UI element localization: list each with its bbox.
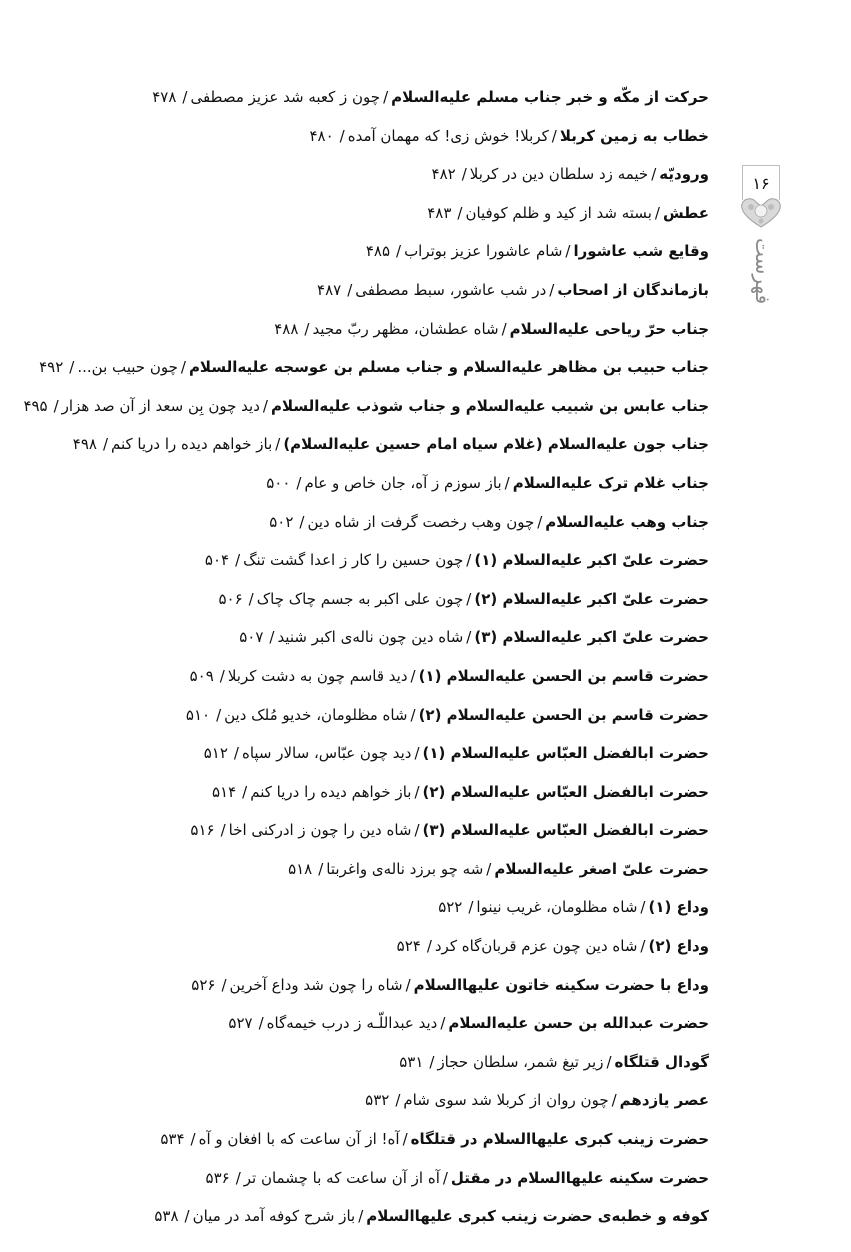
toc-entry-page: ۴۹۲ (39, 358, 64, 377)
separator: / (549, 280, 555, 299)
separator: / (606, 1052, 612, 1071)
toc-entry-page: ۵۳۲ (365, 1091, 390, 1110)
toc-entry (109, 545, 709, 584)
separator: / (395, 1091, 401, 1110)
toc-entry (109, 1085, 709, 1124)
separator: / (318, 859, 324, 878)
table-of-contents (23, 82, 709, 1240)
toc-entry-subtitle: شاه عطشان، مظهر ربّ مجید (312, 319, 499, 338)
separator: / (440, 1014, 446, 1033)
toc-entry-title: جناب عابس بن شبیب علیه‌السلام و جناب شوذب علیه‌السلام (270, 396, 709, 415)
separator: / (442, 1168, 448, 1187)
separator: / (414, 782, 420, 801)
toc-entry-title: حضرت علیّ اکبر علیه‌السلام (۱) (474, 551, 709, 570)
separator: / (248, 589, 254, 608)
toc-entry-subtitle: باز سوزم ز آه، جان خاص و عام (304, 473, 502, 492)
toc-entry-subtitle: شه چو برزد ناله‌ی واغربتا (326, 859, 484, 878)
toc-entry (109, 854, 709, 893)
toc-entry-title: گودال قتلگاه (614, 1052, 709, 1071)
separator: / (654, 203, 660, 222)
separator: / (414, 821, 420, 840)
toc-entry-subtitle: شاه دین چون عزم قربان‌گاه کرد (434, 937, 638, 956)
separator: / (504, 473, 510, 492)
toc-entry-subtitle: چون حسین را کار ز اعدا گشت تنگ (243, 551, 464, 570)
toc-entry (109, 700, 709, 739)
toc-entry-title: حضرت قاسم بن الحسن علیه‌السلام (۱) (418, 666, 709, 685)
toc-entry-page: ۴۸۷ (317, 280, 342, 299)
toc-entry-page: ۵۰۶ (218, 589, 243, 608)
separator: / (640, 937, 646, 956)
toc-entry (72, 429, 709, 468)
toc-entry-subtitle: در شب عاشور، سبط مصطفی (355, 280, 547, 299)
separator: / (468, 898, 474, 917)
separator: / (402, 1130, 408, 1149)
toc-entry-page: ۴۹۵ (23, 396, 48, 415)
toc-entry-title: بازماندگان از اصحاب (557, 280, 709, 299)
toc-entry-title: ورودیّه (659, 165, 709, 184)
separator: / (220, 821, 226, 840)
separator: / (414, 744, 420, 763)
toc-entry-subtitle: کربلا! خوش زی! که مهمان آمده (347, 126, 549, 145)
toc-entry-title: جناب وهب علیه‌السلام (545, 512, 709, 531)
separator: / (466, 628, 472, 647)
separator: / (299, 512, 305, 531)
toc-entry-subtitle: دید عبداللّـه ز درب خیمه‌گاه (266, 1014, 438, 1033)
toc-entry-page: ۵۰۲ (269, 512, 294, 531)
toc-entry (109, 931, 709, 970)
toc-entry-page: ۵۳۴ (160, 1130, 185, 1149)
toc-entry-title: جناب غلام ترک علیه‌السلام (512, 473, 709, 492)
toc-entry (109, 970, 709, 1009)
toc-entry-page: ۴۸۲ (431, 165, 456, 184)
separator: / (216, 705, 222, 724)
toc-entry-title: حضرت عبدالله بن حسن علیه‌السلام (448, 1014, 709, 1033)
toc-entry-page: ۴۸۸ (274, 319, 299, 338)
separator: / (358, 1207, 364, 1226)
toc-entry (109, 815, 709, 854)
separator: / (405, 975, 411, 994)
toc-entry-title: جناب حرّ ریاحی علیه‌السلام (509, 319, 709, 338)
separator: / (269, 628, 275, 647)
toc-entry-title: عطش (662, 203, 709, 222)
toc-entry-page: ۵۰۹ (189, 666, 214, 685)
toc-entry (109, 622, 709, 661)
separator: / (258, 1014, 264, 1033)
toc-entry-page: ۵۰۴ (204, 551, 230, 570)
toc-entry-title: جناب جون علیه‌السلام (غلام سیاه امام حسین علیه‌السلام) (283, 435, 709, 454)
toc-entry-subtitle: شاه مظلومان، غریب نینوا (476, 898, 638, 917)
toc-entry-subtitle: بسته شد از کید و ظلم کوفیان (465, 203, 652, 222)
section-label: فهرست (751, 237, 775, 305)
toc-entry-title: حضرت ابالفضل العبّاس علیه‌السلام (۱) (422, 744, 709, 763)
separator: / (221, 975, 227, 994)
separator: / (640, 898, 646, 917)
toc-entry (109, 1124, 709, 1163)
toc-entry (109, 738, 709, 777)
toc-entry (109, 159, 709, 198)
toc-entry-title: وداع (۲) (648, 937, 709, 956)
separator: / (296, 473, 302, 492)
toc-entry (109, 121, 709, 160)
toc-entry-title: وقایع شب عاشورا (573, 242, 709, 261)
toc-entry (109, 314, 709, 353)
toc-entry-page: ۵۱۸ (288, 859, 313, 878)
separator: / (190, 1130, 196, 1149)
toc-entry (109, 507, 709, 546)
toc-entry-page: ۵۲۷ (228, 1014, 253, 1033)
toc-entry-page: ۵۲۶ (191, 975, 216, 994)
toc-entry-page: ۵۳۸ (154, 1207, 179, 1226)
separator: / (219, 666, 225, 685)
separator: / (383, 88, 389, 106)
toc-entry-page: ۵۳۱ (399, 1052, 424, 1071)
separator: / (466, 551, 472, 570)
separator: / (501, 319, 507, 338)
toc-entry (109, 275, 709, 314)
toc-entry-subtitle: آه از آن ساعت که با چشمان تر (243, 1168, 440, 1187)
separator: / (461, 165, 467, 184)
toc-entry (109, 1163, 709, 1202)
separator: / (180, 358, 186, 377)
separator: / (651, 165, 657, 184)
separator: / (275, 435, 281, 454)
toc-entry (109, 1201, 709, 1240)
toc-entry-page: ۵۱۶ (190, 821, 215, 840)
toc-entry-subtitle: شاه دین را چون ز ادرکنی اخا (228, 821, 412, 840)
separator: / (233, 744, 239, 763)
toc-entry-title: وداع (۱) (648, 898, 709, 917)
page-number: ۱۶ (752, 173, 770, 193)
toc-entry-page: ۴۹۸ (72, 435, 97, 454)
toc-entry-subtitle: شاه را چون شد وداع آخرین (229, 975, 403, 994)
toc-entry-title: حضرت ابالفضل العبّاس علیه‌السلام (۲) (422, 782, 709, 801)
toc-entry (23, 391, 709, 430)
separator: / (410, 705, 416, 724)
toc-entry-title: حضرت سکینه علیهاالسلام در مقتل (450, 1168, 709, 1187)
separator: / (551, 126, 557, 145)
separator: / (102, 435, 109, 454)
toc-entry (109, 1047, 709, 1086)
toc-entry-title: حضرت ابالفضل العبّاس علیه‌السلام (۳) (422, 821, 709, 840)
toc-entry-subtitle: شاه دین چون ناله‌ی اکبر شنید (277, 628, 464, 647)
toc-entry-page: ۴۷۸ (152, 88, 177, 106)
toc-entry (109, 777, 709, 816)
toc-entry-title: خطاب به زمین کربلا (559, 126, 709, 145)
separator: / (53, 396, 59, 415)
toc-entry-page: ۵۱۰ (185, 705, 211, 724)
toc-entry-subtitle: چون وهب رخصت گرفت از شاه دین (307, 512, 535, 531)
toc-entry-subtitle: چون علی اکبر به جسم چاک چاک (256, 589, 464, 608)
toc-entry-subtitle: دید چون عبّاس، سالار سپاه (241, 744, 412, 763)
separator: / (262, 396, 268, 415)
toc-entry-page: ۴۸۵ (365, 242, 390, 261)
toc-entry-title: حضرت علیّ اکبر علیه‌السلام (۳) (474, 628, 709, 647)
toc-entry-title: حضرت علیّ اکبر علیه‌السلام (۲) (474, 589, 709, 608)
toc-entry-page: ۴۸۰ (309, 126, 334, 145)
floral-ornament-icon (738, 195, 784, 229)
separator: / (457, 203, 463, 222)
separator: / (611, 1091, 617, 1110)
toc-entry-subtitle: آه! از آن ساعت که با افغان و آه (198, 1130, 400, 1149)
separator: / (235, 551, 241, 570)
toc-entry-page: ۵۳۶ (205, 1168, 230, 1187)
separator: / (242, 782, 248, 801)
toc-entry-subtitle: چون حبیب بن... (77, 358, 178, 377)
separator: / (466, 589, 472, 608)
toc-entry-subtitle: چون روان از کربلا شد سوی شام (403, 1091, 609, 1110)
toc-entry (109, 661, 709, 700)
separator: / (426, 937, 432, 956)
toc-entry-title: وداع با حضرت سکینه خاتون علیهاالسلام (413, 975, 709, 994)
separator: / (339, 126, 345, 145)
toc-entry-title: حضرت علیّ اصغر علیه‌السلام (494, 859, 709, 878)
separator: / (182, 88, 188, 106)
toc-entry-subtitle: باز شرح کوفه آمد در میان (192, 1207, 356, 1226)
separator: / (69, 358, 75, 377)
separator: / (396, 242, 402, 261)
toc-entry-subtitle: باز خواهم دیده را دریا کنم (250, 782, 412, 801)
toc-entry-title: حرکت از مکّه و خبر جناب مسلم علیه‌السلام (391, 88, 709, 106)
toc-entry-subtitle: باز خواهم دیده را دریا کنم (111, 435, 273, 454)
toc-entry-page: ۵۱۴ (212, 782, 237, 801)
toc-entry-subtitle: دید قاسم چون به دشت کربلا (227, 666, 408, 685)
separator: / (304, 319, 310, 338)
toc-entry-title: عصر یازدهم (619, 1091, 709, 1110)
separator: / (537, 512, 543, 531)
toc-entry (109, 82, 709, 121)
toc-entry (109, 236, 709, 275)
toc-entry-subtitle: شاه مظلومان، خدیو مُلک دین (224, 705, 408, 724)
toc-entry (109, 468, 709, 507)
separator: / (184, 1207, 190, 1226)
separator: / (565, 242, 571, 261)
toc-entry-title: حضرت قاسم بن الحسن علیه‌السلام (۲) (418, 705, 709, 724)
toc-entry (109, 892, 709, 931)
toc-entry-subtitle: شام عاشورا عزیز بوتراب (404, 242, 563, 261)
toc-entry (109, 584, 709, 623)
toc-entry-title: حضرت زینب کبری علیهاالسلام در قتلگاه (410, 1130, 709, 1149)
toc-entry-page: ۵۲۴ (396, 937, 421, 956)
toc-entry-subtitle: خیمه زد سلطان دین در کربلا (469, 165, 649, 184)
toc-entry-page: ۵۱۲ (203, 744, 228, 763)
separator: / (410, 666, 416, 685)
toc-entry-title: کوفه و خطبه‌ی حضرت زینب کبری علیهاالسلام (366, 1207, 709, 1226)
toc-entry-subtitle: زیر تیغ شمر، سلطان حجاز (437, 1052, 604, 1071)
toc-entry-subtitle: چون ز کعبه شد عزیز مصطفی (190, 88, 381, 106)
separator: / (347, 280, 353, 299)
separator: / (486, 859, 492, 878)
toc-entry-page: ۵۰۷ (239, 628, 264, 647)
toc-entry (109, 198, 709, 237)
toc-entry (109, 1008, 709, 1047)
toc-entry-page: ۵۲۲ (438, 898, 463, 917)
toc-entry-page: ۴۸۳ (427, 203, 452, 222)
separator: / (429, 1052, 435, 1071)
toc-entry-page: ۵۰۰ (266, 473, 291, 492)
toc-entry (39, 352, 709, 391)
toc-entry-subtitle: دید چون بِن سعد از آن صد هزار (61, 396, 260, 415)
toc-entry-title: جناب حبیب بن مظاهر علیه‌السلام و جناب مسلم بن عوسجه علیه‌السلام (188, 358, 709, 377)
separator: / (235, 1168, 241, 1187)
